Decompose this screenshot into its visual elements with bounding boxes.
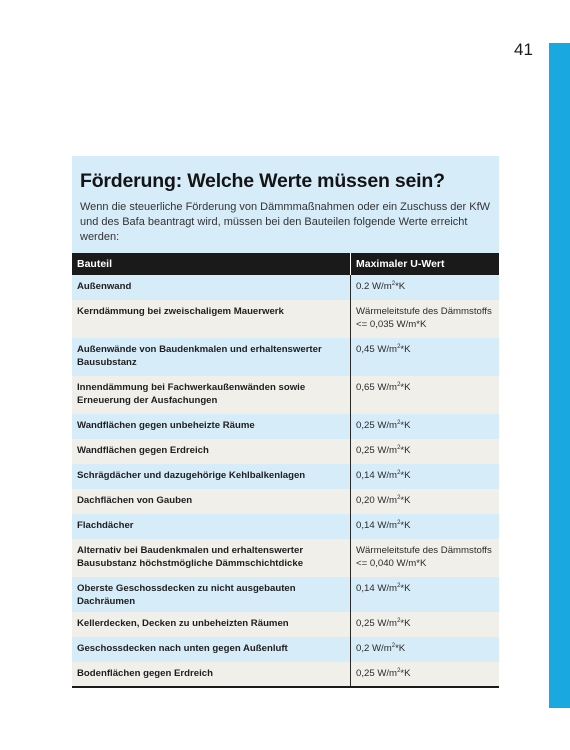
- cell-u-wert: 0,65 $W/m^2*K$: [351, 376, 500, 414]
- table-row: [72, 414, 499, 439]
- cell-bauteil: Geschossdecken nach unten gegen Außenluft: [72, 637, 351, 662]
- cell-u-wert: 0,45 $W/m^2*K$: [351, 338, 500, 376]
- table-row: [72, 300, 499, 338]
- cell-bauteil: Wandflächen gegen unbeheizte Räume: [72, 414, 351, 439]
- cell-u-wert: 0.2 $W/m^2*K$: [351, 275, 500, 300]
- cell-u-wert: 0,25 $W/m^2*K$: [351, 612, 500, 637]
- header-bauteil: Bauteil: [72, 253, 351, 275]
- info-box: [72, 156, 499, 688]
- info-box-header: [72, 156, 499, 253]
- cell-bauteil: Alternativ bei Baudenkmalen und erhaltenswerter Bausubstanz höchstmögliche Dämmschichtdicke: [72, 539, 351, 577]
- cell-u-wert: 0,25 $W/m^2*K$: [351, 662, 500, 687]
- cell-bauteil: Oberste Geschossdecken zu nicht ausgebauten Dachräumen: [72, 577, 351, 612]
- table-row: [72, 489, 499, 514]
- cell-u-wert: 0,14 $W/m^2*K$: [351, 464, 500, 489]
- table-row: [72, 464, 499, 489]
- table-row: [72, 439, 499, 464]
- table-row: [72, 514, 499, 539]
- cell-bauteil: Außenwand: [72, 275, 351, 300]
- table-header-row: [72, 253, 499, 275]
- table-row: [72, 637, 499, 662]
- header-u-wert: Maximaler U-Wert: [351, 253, 500, 275]
- table-row: [72, 577, 499, 612]
- table-row: [72, 338, 499, 376]
- cell-u-wert: 0,2 $W/m^2*K$: [351, 637, 500, 662]
- page-number: 41: [514, 40, 533, 59]
- cell-u-wert: 0,25 $W/m^2*K$: [351, 414, 500, 439]
- cell-bauteil: Wandflächen gegen Erdreich: [72, 439, 351, 464]
- cell-u-wert: 0,14 $W/m^2*K$: [351, 577, 500, 612]
- table-row: [72, 662, 499, 687]
- box-title: Förderung: Welche Werte müssen sein?: [80, 170, 445, 192]
- table-row: [72, 275, 499, 300]
- side-color-bar: [549, 43, 570, 708]
- cell-u-wert: 0,20 $W/m^2*K$: [351, 489, 500, 514]
- cell-bauteil: Schrägdächer und dazugehörige Kehlbalkenlagen: [72, 464, 351, 489]
- table-body: [72, 275, 499, 687]
- cell-bauteil: Bodenflächen gegen Erdreich: [72, 662, 351, 687]
- table-row: [72, 612, 499, 637]
- cell-bauteil: Flachdächer: [72, 514, 351, 539]
- cell-u-wert: 0,14 $W/m^2*K$: [351, 514, 500, 539]
- box-intro: Wenn die steuerliche Förderung von Dämmmaßnahmen oder ein Zuschuss der KfW und des Bafa beantragt wird, müssen bei den Bauteilen folgende Werte erreicht werden:: [80, 201, 491, 243]
- cell-u-wert: 0,25 $W/m^2*K$: [351, 439, 500, 464]
- cell-bauteil: Außenwände von Baudenkmalen und erhaltenswerter Bausubstanz: [72, 338, 351, 376]
- cell-bauteil: Innendämmung bei Fachwerkaußenwänden sowie Erneuerung der Ausfachungen: [72, 376, 351, 414]
- cell-bauteil: Kellerdecken, Decken zu unbeheizten Räumen: [72, 612, 351, 637]
- cell-bauteil: Kerndämmung bei zweischaligem Mauerwerk: [72, 300, 351, 338]
- u-value-table: [72, 253, 499, 688]
- table-row: [72, 539, 499, 577]
- table-row: [72, 376, 499, 414]
- cell-u-wert: Wärmeleitstufe des Dämmstoffs <= 0,035 W/m*K: [351, 300, 500, 338]
- cell-u-wert: Wärmeleitstufe des Dämmstoffs <= 0,040 W/m*K: [351, 539, 500, 577]
- cell-bauteil: Dachflächen von Gauben: [72, 489, 351, 514]
